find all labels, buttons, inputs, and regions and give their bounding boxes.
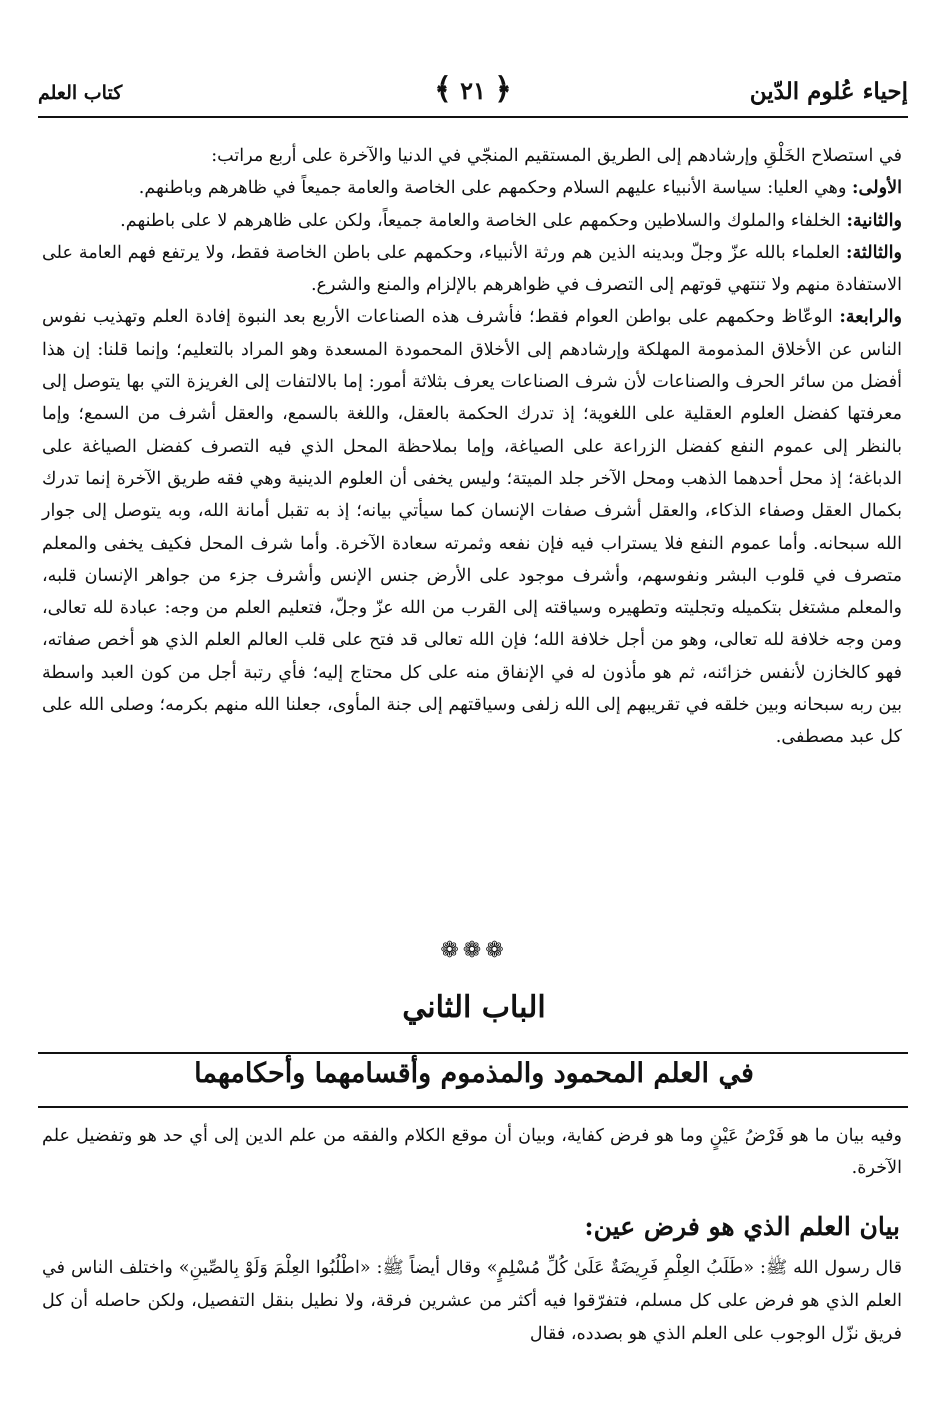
section-heading: بيان العلم الذي هو فرض عين: <box>584 1212 900 1241</box>
chapter-title: الباب الثاني <box>402 990 546 1025</box>
paragraph: قال رسول الله ﷺ: «طَلَبُ العِلْمِ فَرِيضَةٌ عَلَىٰ كُلِّ مُسْلِمٍ» وقال أيضاً ﷺ: «اطْلُبُوا العِلْمَ وَلَوْ بِالصِّينِ» واختلف الناس في العلم الذي هو فرض على كل مسلم، فتفرّقوا فيه أكثر من عشرين فرقة، ولا نطيل بنقل التفصيل، ولكن حاصله أن كل فريق نزّل الوجوب على العلم الذي هو بصدده، فقال <box>42 1258 902 1344</box>
divider <box>38 1052 908 1054</box>
book-title: إحياء عُلوم الدّين <box>749 78 908 105</box>
chapter-subtitle: في العلم المحمود والمذموم وأقسامهما وأحكامهما <box>194 1058 754 1089</box>
paragraph-lead: الأولى: <box>852 177 902 199</box>
paragraph <box>42 301 902 753</box>
paragraph <box>42 205 902 237</box>
paragraph <box>42 237 902 302</box>
intro-text: وفيه بيان ما هو فَرْضُ عَيْنٍ وما هو فرض كفاية، وبيان أن موقع الكلام والفقه من علم الدين إلى أي حد هو وتفضيل علم الآخرة. <box>42 1126 902 1178</box>
running-header <box>38 68 908 118</box>
chapter-intro <box>42 1120 902 1184</box>
section-separator: ❁❁❁ <box>440 938 508 963</box>
paragraph-text: الوعّاظ وحكمهم على بواطن العوام فقط؛ فأشرف هذه الصناعات الأربع بعد النبوة إفادة العلم وتهذيب نفوس الناس عن الأخلاق المذمومة المهلكة وإرشادهم إلى الأخلاق المحمودة المسعدة وهو المراد بالتعليم؛ وإنما قلنا: إن هذا أفضل من سائر الحرف والصناعات لأن شرف الصناعات يعرف بثلاثة أمور: إما بالالتفات إلى الغريزة التي بها يتوصل إلى معرفتها كفضل العلوم العقلية على اللغوية؛ إذ تدرك الحكمة بالعقل، واللغة بالسمع، والعقل أشرف من السمع؛ وإما بالنظر إلى عموم النفع كفضل الزراعة على الصياغة، وإما بملاحظة المحل الذي فيه التصرف كفضل الصياغة على الدباغة؛ إذ محل أحدهما الذهب ومحل الآخر جلد الميتة؛ وليس يخفى أن العلوم الدينية وهي فقه طريق الآخرة إنما تدرك بكمال العقل وصفاء الذكاء، والعقل أشرف صفات الإنسان كما سيأتي بيانه؛ إذ به تقبل أمانة الله، وبه يتوصل إلى جوار الله سبحانه. وأما عموم النفع فلا يستراب فيه فإن نفعه وثمرته سعادة الآخرة. وأما شرف المحل فكيف يخفى والمعلم متصرف في قلوب البشر ونفوسهم، وأشرف موجود على الأرض جنس الإنس وأشرف جزء من جواهر الإنسان قلبه، والمعلم مشتغل بتكميله وتجليته وتطهيره وسياقته إلى القرب من الله عزّ وجلّ، فتعليم العلم من وجه: عبادة لله تعالى، ومن وجه خلافة لله تعالى، وهو من أجل خلافة الله؛ فإن الله تعالى قد فتح على قلب العالم العلم الذي هو أخص صفاته، فهو كالخازن لأنفس خزائنه، ثم هو مأذون له في الإنفاق منه على كل محتاج إليه؛ فأي رتبة أجل من كون العبد واسطة بين ربه سبحانه وبين خلقه في تقريبهم إلى الله زلفى وسياقتهم إلى جنة المأوى، جعلنا الله منهم بكرمه؛ وصلى الله على كل عبد مصطفى. <box>42 307 902 748</box>
paragraph: في استصلاح الخَلْقِ وإرشادهم إلى الطريق المستقيم المنجّي في الدنيا والآخرة على أربع مراتب: <box>211 146 902 166</box>
main-text <box>42 140 902 754</box>
ornament-bracket-icon: ﴿ <box>494 72 512 107</box>
paragraph-lead: والثانية: <box>846 209 902 231</box>
section-text <box>42 1252 902 1351</box>
paragraph-lead: والثالثة: <box>845 241 902 263</box>
ornament-bracket-icon: ﴾ <box>434 72 452 107</box>
paragraph-text: الخلفاء والملوك والسلاطين وحكمهم على الخاصة والعامة جميعاً، ولكن على ظاهرهم لا على باطنهم. <box>120 210 847 231</box>
divider <box>38 1106 908 1108</box>
page-number-value: ٢١ <box>460 76 486 105</box>
page-number <box>434 72 512 107</box>
paragraph-lead: والرابعة: <box>839 306 902 328</box>
paragraph-text: العلماء بالله عزّ وجلّ وبدينه الذين هم ورثة الأنبياء، وحكمهم على باطن الخاصة فقط، ولا يرتفع فهم العامة على الاستفادة منهم ولا تنتهي قوتهم إلى التصرف في ظواهرهم بالإلزام والمنع والشرع. <box>42 242 902 296</box>
chapter-name: كتاب العلم <box>38 82 123 104</box>
paragraph <box>42 172 902 204</box>
paragraph-text: وهي العليا: سياسة الأنبياء عليهم السلام وحكمهم على الخاصة والعامة جميعاً في ظاهرهم وباطنهم. <box>138 178 853 199</box>
